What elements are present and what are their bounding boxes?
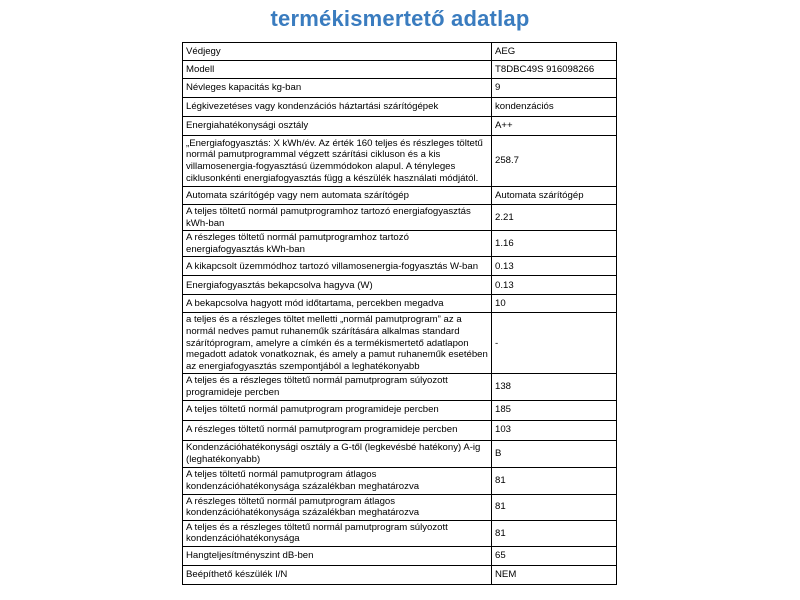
- row-value: NEM: [492, 565, 617, 584]
- product-data-rows: [183, 43, 617, 585]
- row-label: Energiafogyasztás bekapcsolva hagyva (W): [183, 276, 492, 295]
- row-value: 81: [492, 467, 617, 494]
- row-value: Automata szárítógép: [492, 187, 617, 205]
- table-row: [183, 520, 617, 546]
- row-value: A++: [492, 117, 617, 136]
- row-label: A teljes és a részleges töltetű normál pamutprogram súlyozott programideje percben: [183, 374, 492, 400]
- table-row: [183, 374, 617, 400]
- row-value: 1.16: [492, 231, 617, 257]
- table-row: [183, 257, 617, 276]
- table-row: [183, 79, 617, 98]
- row-label: Névleges kapacitás kg-ban: [183, 79, 492, 98]
- row-label: A részleges töltetű normál pamutprogram átlagos kondenzációhatékonysága százalékban meghatározva: [183, 494, 492, 520]
- table-row: [183, 276, 617, 295]
- row-value: 185: [492, 400, 617, 420]
- row-value: 103: [492, 420, 617, 440]
- row-label: Beépíthető készülék I/N: [183, 565, 492, 584]
- table-row: [183, 205, 617, 231]
- table-row: [183, 467, 617, 494]
- row-label: Energiahatékonysági osztály: [183, 117, 492, 136]
- table-row: [183, 420, 617, 440]
- table-row: [183, 565, 617, 584]
- row-label: A bekapcsolva hagyott mód időtartama, percekben megadva: [183, 295, 492, 313]
- row-value: 9: [492, 79, 617, 98]
- table-row: [183, 61, 617, 79]
- row-value: T8DBC49S 916098266: [492, 61, 617, 79]
- table-row: [183, 98, 617, 117]
- row-label: Kondenzációhatékonysági osztály a G-től (legkevésbé hatékony) A-ig (leghatékonyabb): [183, 440, 492, 467]
- row-label: A teljes és a részleges töltetű normál pamutprogram súlyozott kondenzációhatékonysága: [183, 520, 492, 546]
- table-row: [183, 43, 617, 61]
- row-label: A teljes töltetű normál pamutprogram átlagos kondenzációhatékonysága százalékban meghatározva: [183, 467, 492, 494]
- row-label: Hangteljesítményszint dB-ben: [183, 546, 492, 565]
- table-row: [183, 494, 617, 520]
- row-value: 2.21: [492, 205, 617, 231]
- product-data-table: [182, 42, 617, 585]
- row-label: A teljes töltetű normál pamutprogram programideje percben: [183, 400, 492, 420]
- row-label: Légkivezetéses vagy kondenzációs háztartási szárítógépek: [183, 98, 492, 117]
- row-label: a teljes és a részleges töltet melletti „normál pamutprogram” az a normál nedves pamut ruhaneműk szárítására alkalmas standard szárítóprogram, amelyre a címkén és a termékismertető adatlapon megadott adatok vonatkoznak, és amely a pamut ruhaneműk esetében az energiafogyasztás szempontjából a leghatékonyabb: [183, 313, 492, 374]
- row-value: 0.13: [492, 276, 617, 295]
- table-row: [183, 313, 617, 374]
- row-value: 0.13: [492, 257, 617, 276]
- row-label: A teljes töltetű normál pamutprogramhoz tartozó energiafogyasztás kWh-ban: [183, 205, 492, 231]
- row-value: AEG: [492, 43, 617, 61]
- row-value: kondenzációs: [492, 98, 617, 117]
- row-value: B: [492, 440, 617, 467]
- table-row: [183, 400, 617, 420]
- row-label: Automata szárítógép vagy nem automata szárítógép: [183, 187, 492, 205]
- table-row: [183, 546, 617, 565]
- row-label: Védjegy: [183, 43, 492, 61]
- row-value: 138: [492, 374, 617, 400]
- row-label: A részleges töltetű normál pamutprogram programideje percben: [183, 420, 492, 440]
- row-value: 258.7: [492, 136, 617, 187]
- row-value: -: [492, 313, 617, 374]
- page-title: termékismertető adatlap: [270, 6, 530, 31]
- row-value: 10: [492, 295, 617, 313]
- row-value: 81: [492, 520, 617, 546]
- table-row: [183, 187, 617, 205]
- row-value: 81: [492, 494, 617, 520]
- table-row: [183, 440, 617, 467]
- row-label: A kikapcsolt üzemmódhoz tartozó villamosenergia-fogyasztás W-ban: [183, 257, 492, 276]
- row-label: „Energiafogyasztás: X kWh/év. Az érték 160 teljes és részleges töltetű normál pamutprogrammal végzett szárítási cikluson és a kis villamosenergia-fogyasztású üzemmódokon alapul. A tényleges ciklusonkénti energiafogyasztás függ a készülék használati módjától.: [183, 136, 492, 187]
- table-row: [183, 295, 617, 313]
- table-row: [183, 117, 617, 136]
- row-label: A részleges töltetű normál pamutprogramhoz tartozó energiafogyasztás kWh-ban: [183, 231, 492, 257]
- table-row: [183, 136, 617, 187]
- table-row: [183, 231, 617, 257]
- row-value: 65: [492, 546, 617, 565]
- row-label: Modell: [183, 61, 492, 79]
